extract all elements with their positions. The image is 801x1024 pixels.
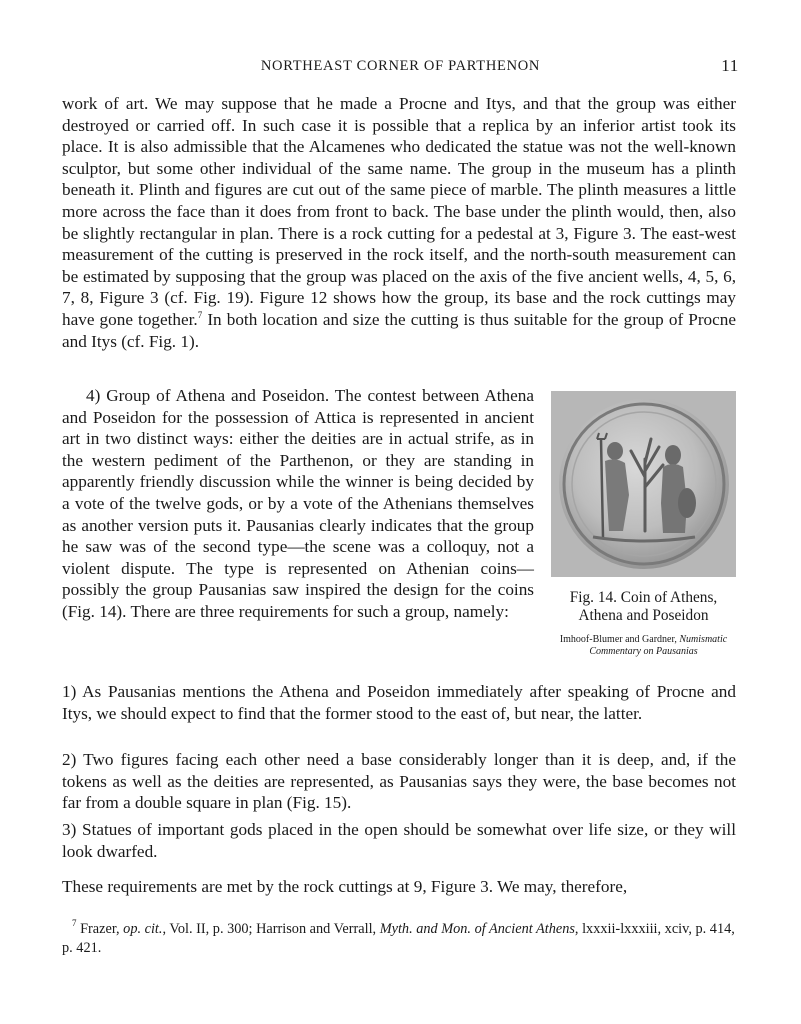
running-title: NORTHEAST CORNER OF PARTHENON — [260, 58, 541, 74]
footnote-7 — [62, 920, 736, 957]
requirement-1: 1) As Pausanias mentions the Athena and Poseidon immediately after speaking of Procne and Itys, we should expect to find that the former stood to the east of, but near, the latter. — [62, 682, 736, 723]
paragraph-procne-itys — [62, 93, 736, 352]
footnote-italic: Myth. and Mon. of Ancient Athens — [379, 921, 575, 937]
figure-caption — [551, 589, 736, 624]
caption-line: Fig. 14. Coin of Athens, — [569, 589, 718, 606]
footnote-italic: op. cit. — [123, 921, 163, 937]
credit-title: Numismatic Commentary on Pausanias — [589, 634, 728, 657]
footnote-text: , lxxxii-lxxxiii, xciv, p. 414, p. 421. — [62, 921, 735, 956]
coin-of-athens-image — [559, 399, 729, 569]
footnote-marker: 7 — [72, 918, 77, 928]
page-header — [62, 56, 739, 80]
paragraph-conclusion: These requirements are met by the rock cuttings at 9, Figure 3. We may, therefore, — [62, 877, 628, 896]
figure-14 — [551, 391, 736, 657]
paragraph-text: In both location and size the cutting is thus suitable for the group of Procne and Itys (cf. Fig. 1). — [62, 309, 736, 351]
figure-credit — [551, 634, 736, 657]
caption-line: Athena and Poseidon — [578, 606, 709, 624]
paragraph-athena-poseidon: 4) Group of Athena and Poseidon. The contest between Athena and Poseidon for the possession of Attica is represented in ancient art in two distinct ways: either the deities are in actual strife, as in the western pediment of the Parthenon, or they are standing in apparently friendly discussion while the winner is being decided by a vote of the twelve gods, or by a vote of the Athenians themselves as another version puts it. Pausanias clearly indicates that the group he saw was of the second type—the scene was a colloquy, not a violent dispute. The type is represented on Athenian coins—possibly the group Pausanias saw inspired the design for the coins (Fig. 14). There are three requirements for such a group, namely: — [62, 386, 534, 621]
footnote-reference[interactable]: 7 — [197, 309, 203, 320]
footnote-text: , Vol. II, p. 300; Harrison and Verrall, — [162, 921, 380, 937]
requirement-3: 3) Statues of important gods placed in the open should be somewhat over life size, or they will look dwarfed. — [62, 820, 736, 861]
coin-image — [551, 391, 736, 577]
coin-relief-drawing — [559, 399, 729, 569]
requirement-2: 2) Two figures facing each other need a base considerably longer than it is deep, and, if the tokens as well as the deities are represented, as Pausanias says they were, the base becomes not far from a double square in plan (Fig. 15). — [62, 750, 736, 813]
credit-authors: Imhoof-Blumer and Gardner, — [559, 634, 680, 645]
page-number: 11 — [721, 56, 739, 75]
footnote-text: Frazer, — [76, 921, 124, 937]
paragraph-text: work of art. We may suppose that he made a Procne and Itys, and that the group was either destroyed or carried off. In such case it is possible that a replica by an inferior artist took its place. It is also admissible that the Alcamenes who dedicated the statue was not the well-known sculptor, but some other individual of the same name. The group in the museum has a plinth beneath it. Plinth and figures are cut out of the same piece of marble. The plinth measures a little more across the face than it does from front to back. The base under the plinth would, then, also be slightly rectangular in plan. There is a rock cutting for a pedestal at 3, Figure 3. The east-west measurement of the cutting is preserved in the rock itself, and the north-south measurement can be estimated by supposing that the group was placed on the axis of the five ancient wells, 4, 5, 6, 7, 8, Figure 3 (cf. Fig. 19). Figure 12 shows how the group, its base and the rock cuttings may have gone together. — [62, 94, 736, 329]
